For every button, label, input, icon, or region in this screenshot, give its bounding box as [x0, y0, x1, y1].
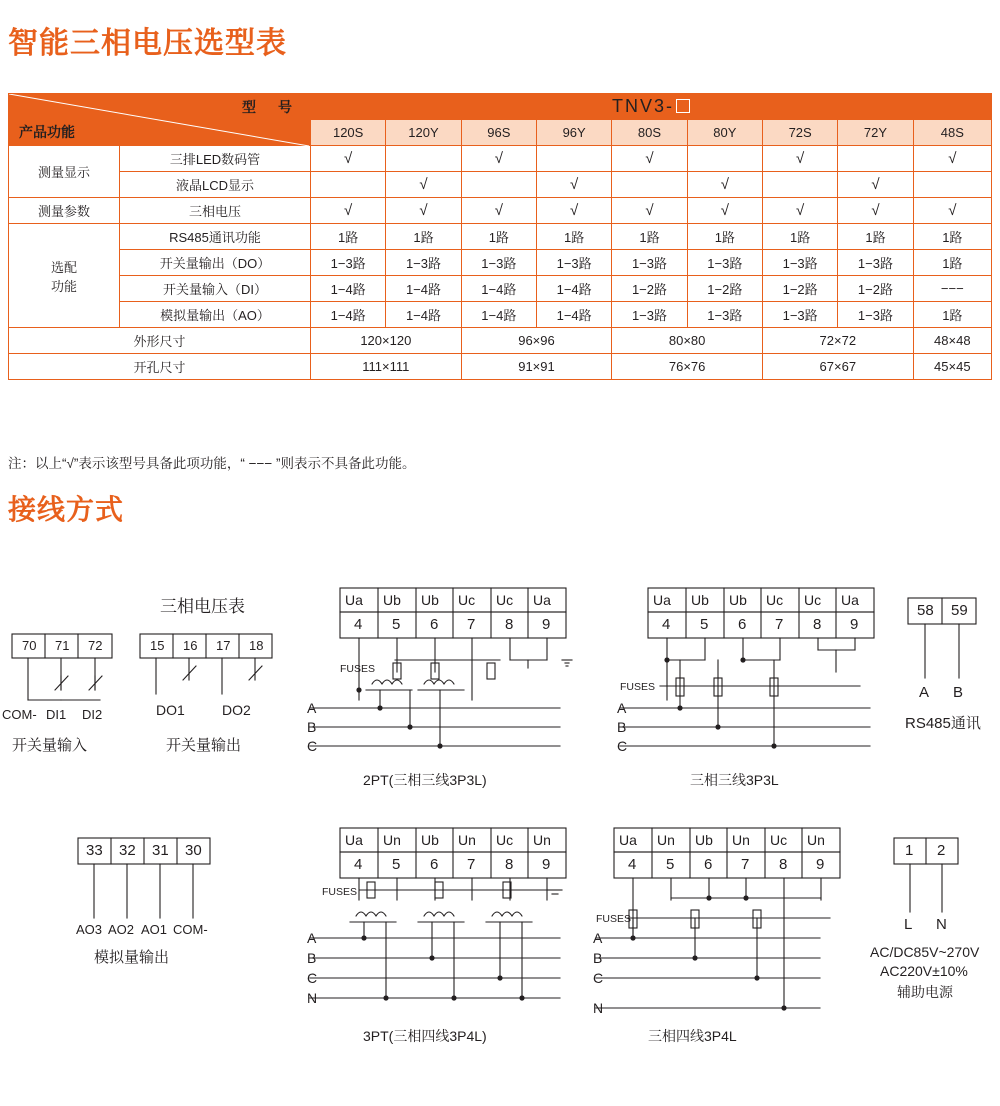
cell: 1路: [762, 224, 837, 250]
pt3-phase-n: N: [307, 990, 318, 1006]
pt3-caption: 3PT(三相四线3P4L): [363, 1028, 487, 1044]
row-label-outline-size: 外形尺寸: [9, 328, 311, 354]
pt2-caption: 2PT(三相三线3P3L): [363, 772, 487, 788]
col-120Y: 120Y: [386, 120, 461, 146]
table-note: 注：以上“√”表示该型号具备此项功能，“ −−− ”则表示不具备此功能。: [8, 456, 416, 471]
cell: √: [913, 146, 991, 172]
p3l-junction-dots: [664, 657, 776, 748]
p4l-label-ub: Ub: [695, 832, 713, 848]
group-label-parameters: 测量参数: [9, 198, 120, 224]
p3l-phase-a: A: [617, 700, 627, 716]
cell: 1路: [612, 224, 687, 250]
cell: 1−2路: [762, 276, 837, 302]
group-label-optional: 选配 功能: [9, 224, 120, 328]
pt2-label-ub1: Ub: [383, 592, 401, 608]
pt2-num-7: 7: [467, 616, 476, 633]
table-row: [9, 146, 992, 172]
cell: 1−4路: [536, 276, 611, 302]
pt3-label-un1: Un: [383, 832, 401, 848]
cell: √: [612, 198, 687, 224]
rs485-caption: RS485通讯: [905, 715, 981, 732]
page-title: 智能三相电压选型表: [8, 27, 287, 60]
cell: √: [913, 198, 991, 224]
cell: 72×72: [762, 328, 913, 354]
cell: 1−2路: [612, 276, 687, 302]
cell: 1−4路: [386, 276, 461, 302]
power-pin-l: L: [904, 916, 913, 933]
pt3-num-9: 9: [542, 856, 551, 873]
pt3-num-4: 4: [354, 856, 363, 873]
cell: √: [461, 146, 536, 172]
cell: √: [687, 198, 762, 224]
p3l-phase-b: B: [617, 719, 627, 735]
cell: 1−4路: [461, 302, 536, 328]
cell: √: [461, 198, 536, 224]
p3l-num-6: 6: [738, 616, 747, 633]
p4l-num-9: 9: [816, 856, 825, 873]
row-label-do: 开关量输出（DO）: [120, 250, 311, 276]
col-72Y: 72Y: [838, 120, 913, 146]
pt3-phase-a: A: [307, 930, 317, 946]
cell: 1−3路: [687, 302, 762, 328]
cell: 1−3路: [311, 250, 386, 276]
table-row: [9, 354, 992, 380]
power-terminal-1: 1: [905, 842, 914, 859]
p4l-num-5: 5: [666, 856, 675, 873]
p4l-label-un3: Un: [807, 832, 825, 848]
p3l-caption: 三相三线3P3L: [690, 772, 779, 788]
cell: 1路: [536, 224, 611, 250]
pt2-label-uc1: Uc: [458, 592, 476, 608]
do-terminal-17: 17: [216, 638, 231, 653]
series-name: [311, 94, 992, 120]
row-label-voltage: 三相电压: [120, 198, 311, 224]
pt2-num-5: 5: [392, 616, 401, 633]
rs485-terminal-59: 59: [951, 602, 968, 619]
cell: 120×120: [311, 328, 462, 354]
di-terminal-72: 72: [88, 638, 103, 653]
p4l-label-ua: Ua: [619, 832, 637, 848]
cell: 1路: [913, 250, 991, 276]
cell: √: [762, 198, 837, 224]
pt3-label-ub: Ub: [421, 832, 439, 848]
power-spec-line-1: AC/DC85V~270V: [870, 944, 980, 960]
p3l-label-ub1: Ub: [691, 592, 709, 608]
pt2-num-8: 8: [505, 616, 514, 633]
di-pin-com: COM-: [2, 707, 37, 722]
row-label-lcd: 液晶LCD显示: [120, 172, 311, 198]
p4l-num-6: 6: [704, 856, 713, 873]
col-72S: 72S: [762, 120, 837, 146]
cell: 96×96: [461, 328, 612, 354]
cell: 1路: [461, 224, 536, 250]
cell: 1−4路: [461, 276, 536, 302]
cell: √: [311, 198, 386, 224]
cell: 1−3路: [612, 250, 687, 276]
p3l-diagram: [620, 588, 874, 746]
cell: 80×80: [612, 328, 763, 354]
do-terminal-16: 16: [183, 638, 198, 653]
cell: 1路: [386, 224, 461, 250]
table-corner-cell: [9, 94, 311, 146]
p4l-phase-c: C: [593, 970, 604, 986]
cell: 111×111: [311, 354, 462, 380]
di-pin-di2: DI2: [82, 707, 103, 722]
ao-pin-ao2: AO2: [108, 922, 135, 937]
pt3-label-un3: Un: [533, 832, 551, 848]
pt3-label-un2: Un: [458, 832, 476, 848]
pt3-num-6: 6: [430, 856, 439, 873]
p4l-num-7: 7: [741, 856, 750, 873]
corner-model-label: 型 号: [242, 99, 296, 115]
cell: [461, 172, 536, 198]
p4l-phase-n: N: [593, 1000, 604, 1016]
pt3-diagram: [310, 828, 566, 998]
do-terminal-15: 15: [150, 638, 165, 653]
cell: 1−3路: [762, 302, 837, 328]
cell: √: [386, 172, 461, 198]
cell: 1路: [913, 302, 991, 328]
cell: [838, 146, 913, 172]
ao-pin-ao1: AO1: [141, 922, 168, 937]
p4l-label-un2: Un: [732, 832, 750, 848]
ao-pin-com: COM-: [173, 922, 208, 937]
cell: √: [612, 146, 687, 172]
col-80S: 80S: [612, 120, 687, 146]
p3l-label-ua1: Ua: [653, 592, 671, 608]
power-pin-n: N: [936, 916, 947, 933]
corner-function-label: 产品功能: [19, 124, 75, 140]
power-spec-line-3: 辅助电源: [897, 984, 953, 1000]
di-terminal-71: 71: [55, 638, 70, 653]
p3l-label-ua2: Ua: [841, 592, 859, 608]
cell: √: [762, 146, 837, 172]
di-caption: 开关量输入: [12, 737, 88, 754]
pt3-label-ua: Ua: [345, 832, 363, 848]
p3l-num-8: 8: [813, 616, 822, 633]
power-spec-line-2: AC220V±10%: [880, 963, 968, 979]
cell: √: [536, 172, 611, 198]
cell: 1−3路: [612, 302, 687, 328]
cell: √: [838, 198, 913, 224]
p3l-label-ub2: Ub: [729, 592, 747, 608]
pt2-label-ua1: Ua: [345, 592, 363, 608]
pt2-fuses-label: FUSES: [340, 663, 376, 675]
cell: 1路: [687, 224, 762, 250]
cell: 1路: [311, 224, 386, 250]
series-label: TNV3-: [611, 96, 674, 116]
cell: 1−3路: [687, 250, 762, 276]
do-caption: 开关量输出: [166, 737, 242, 754]
pt2-junction-dots: [356, 687, 442, 748]
p3l-num-7: 7: [775, 616, 784, 633]
cell: [536, 146, 611, 172]
pt2-label-uc2: Uc: [496, 592, 514, 608]
p3l-label-uc1: Uc: [766, 592, 784, 608]
table-row: [9, 172, 992, 198]
p3l-fuses-label: FUSES: [620, 681, 656, 693]
p4l-caption: 三相四线3P4L: [648, 1028, 737, 1044]
di-pin-di1: DI1: [46, 707, 67, 722]
p4l-label-uc: Uc: [770, 832, 788, 848]
row-label-led: 三排LED数码管: [120, 146, 311, 172]
cell: √: [311, 146, 386, 172]
pt2-phase-a: A: [307, 700, 317, 716]
pt2-num-6: 6: [430, 616, 439, 633]
blank-box-icon: [676, 99, 690, 113]
p4l-num-4: 4: [628, 856, 637, 873]
cell: 1路: [838, 224, 913, 250]
pt3-phase-b: B: [307, 950, 317, 966]
do-pin-do2: DO2: [222, 702, 251, 718]
pt3-num-7: 7: [467, 856, 476, 873]
cell: √: [536, 198, 611, 224]
rs485-pin-b: B: [953, 684, 964, 701]
p4l-label-un1: Un: [657, 832, 675, 848]
cell: 48×48: [913, 328, 991, 354]
ao-pin-ao3: AO3: [76, 922, 103, 937]
table-row: [9, 198, 992, 224]
ao-terminal-31: 31: [152, 842, 169, 859]
pt3-num-5: 5: [392, 856, 401, 873]
p4l-phase-b: B: [593, 950, 603, 966]
cell: 1−4路: [311, 276, 386, 302]
col-120S: 120S: [311, 120, 386, 146]
do-pin-do1: DO1: [156, 702, 185, 718]
section-title-wiring: 接线方式: [8, 494, 125, 525]
table-row: [9, 328, 992, 354]
p3l-label-uc2: Uc: [804, 592, 822, 608]
ao-terminal-33: 33: [86, 842, 103, 859]
cell: [311, 172, 386, 198]
p4l-diagram: [596, 828, 840, 1008]
do-terminal-18: 18: [249, 638, 264, 653]
cell: 91×91: [461, 354, 612, 380]
cell: 45×45: [913, 354, 991, 380]
pt3-fuses-label: FUSES: [322, 886, 358, 898]
cell: 1−3路: [536, 250, 611, 276]
power-terminal-2: 2: [937, 842, 946, 859]
p4l-junction-dots: [630, 895, 786, 1010]
cell: [612, 172, 687, 198]
group-label-display: 测量显示: [9, 146, 120, 198]
p3l-phase-c: C: [617, 738, 628, 754]
p3l-num-4: 4: [662, 616, 671, 633]
pt2-num-4: 4: [354, 616, 363, 633]
pt3-junction-dots: [361, 935, 524, 1000]
cell: 1−3路: [838, 250, 913, 276]
row-label-di: 开关量输入（DI）: [120, 276, 311, 302]
cell: [762, 172, 837, 198]
rs485-terminal-58: 58: [917, 602, 934, 619]
cell: 1−3路: [762, 250, 837, 276]
table-row: [9, 250, 992, 276]
cell: √: [687, 172, 762, 198]
cell: 1−4路: [386, 302, 461, 328]
cell: 76×76: [612, 354, 763, 380]
pt2-label-ua2: Ua: [533, 592, 551, 608]
power-terminal-block: [894, 838, 958, 912]
p4l-num-8: 8: [779, 856, 788, 873]
di-terminal-70: 70: [22, 638, 37, 653]
pt2-num-9: 9: [542, 616, 551, 633]
rs485-pin-a: A: [919, 684, 930, 701]
pt2-phase-b: B: [307, 719, 317, 735]
p4l-fuses-label: FUSES: [596, 913, 632, 925]
row-label-rs485: RS485通讯功能: [120, 224, 311, 250]
cell: 1−3路: [838, 302, 913, 328]
ao-terminal-32: 32: [119, 842, 136, 859]
p4l-phase-a: A: [593, 930, 603, 946]
pt3-label-uc: Uc: [496, 832, 514, 848]
table-row: [9, 302, 992, 328]
col-80Y: 80Y: [687, 120, 762, 146]
selection-table: [8, 93, 992, 380]
ao-terminal-30: 30: [185, 842, 202, 859]
pt3-phase-c: C: [307, 970, 318, 986]
col-96S: 96S: [461, 120, 536, 146]
cell: [687, 146, 762, 172]
p3l-num-5: 5: [700, 616, 709, 633]
cell: [386, 146, 461, 172]
ao-caption: 模拟量输出: [94, 949, 170, 966]
col-96Y: 96Y: [536, 120, 611, 146]
cell: 67×67: [762, 354, 913, 380]
cell: 1−4路: [311, 302, 386, 328]
cell: 1路: [913, 224, 991, 250]
table-row: [9, 276, 992, 302]
cell: 1−3路: [461, 250, 536, 276]
cell: 1−3路: [386, 250, 461, 276]
row-label-ao: 模拟量输出（AO）: [120, 302, 311, 328]
col-48S: 48S: [913, 120, 991, 146]
table-row: [9, 224, 992, 250]
cell: 1−2路: [687, 276, 762, 302]
cell: −−−: [913, 276, 991, 302]
row-label-cutout-size: 开孔尺寸: [9, 354, 311, 380]
table-header-row: [9, 94, 992, 120]
pt2-phase-c: C: [307, 738, 318, 754]
p3l-num-9: 9: [850, 616, 859, 633]
cell: 1−4路: [536, 302, 611, 328]
cell: [913, 172, 991, 198]
meter-title: 三相电压表: [160, 597, 245, 616]
pt3-num-8: 8: [505, 856, 514, 873]
pt2-label-ub2: Ub: [421, 592, 439, 608]
cell: 1−2路: [838, 276, 913, 302]
cell: √: [838, 172, 913, 198]
cell: √: [386, 198, 461, 224]
